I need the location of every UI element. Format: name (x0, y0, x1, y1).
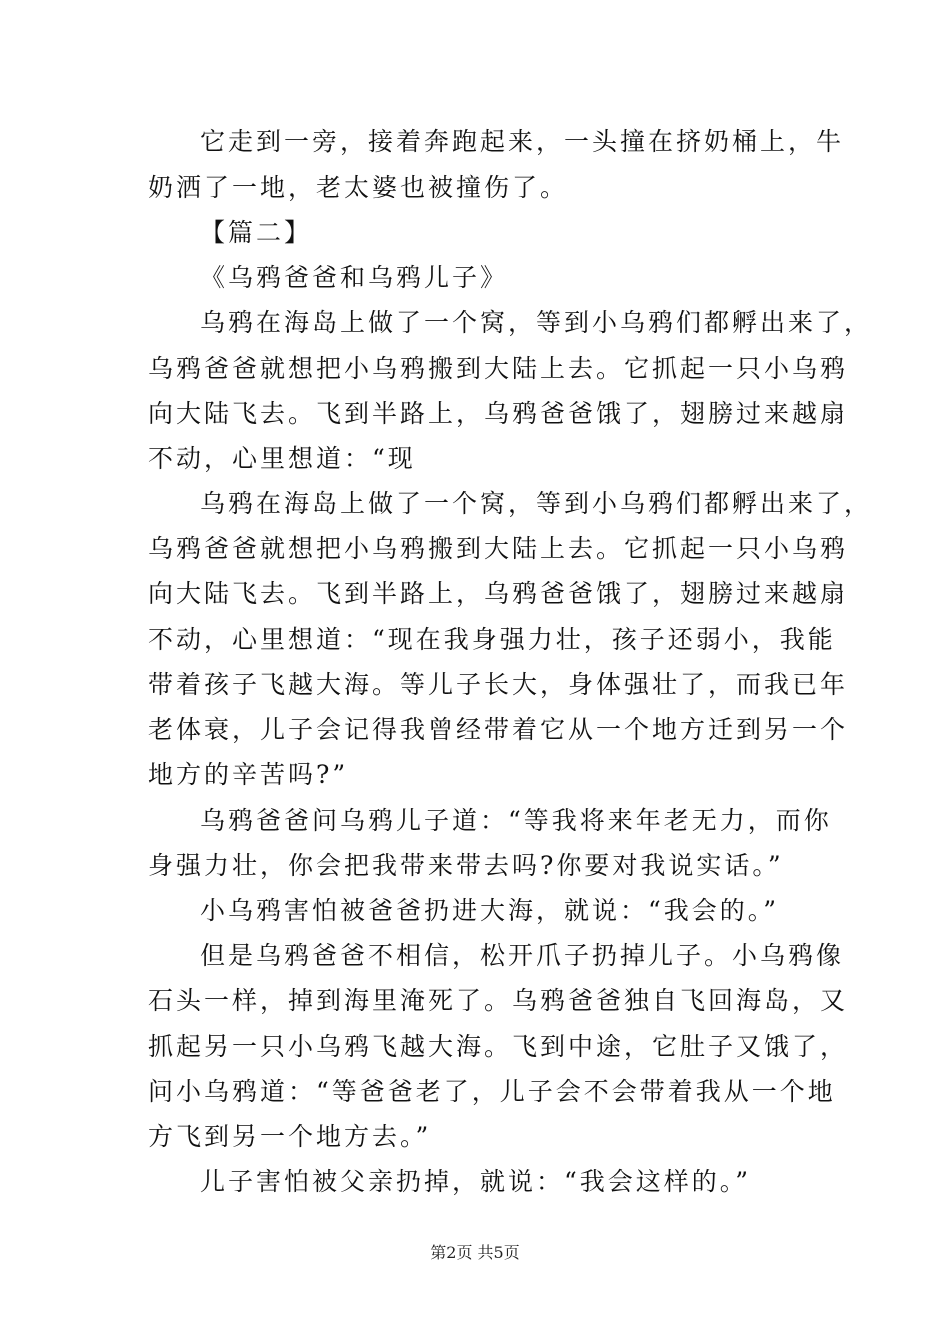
text-line: 方飞到另一个地方去。” (148, 1122, 432, 1151)
text-line: 不动，心里想道：“现在我身强力壮，孩子还弱小，我能 (148, 625, 836, 654)
text-line: 带着孩子飞越大海。等儿子长大，身体强壮了，而我已年 (148, 670, 849, 699)
text-line: 小乌鸦害怕被爸爸扔进大海，就说：“我会的。” (200, 896, 780, 925)
text-line: 向大陆飞去。飞到半路上，乌鸦爸爸饿了，翅膀过来越扇 (148, 399, 849, 428)
text-line: 老体衰，儿子会记得我曾经带着它从一个地方迁到另一个 (148, 715, 849, 744)
text-line: 身强力壮，你会把我带来带去吗?你要对我说实话。” (148, 851, 784, 880)
text-line: 乌鸦爸爸就想把小乌鸦搬到大陆上去。它抓起一只小乌鸦 (148, 354, 849, 383)
section-heading: 【篇二】 (200, 218, 313, 247)
text-line: 乌鸦在海岛上做了一个窝，等到小乌鸦们都孵出来了， (200, 308, 873, 337)
text-line: 不动，心里想道：“现 (148, 444, 416, 473)
text-line: 儿子害怕被父亲扔掉，就说：“我会这样的。” (200, 1167, 752, 1196)
text-line: 石头一样，掉到海里淹死了。乌鸦爸爸独自飞回海岛，又 (148, 986, 849, 1015)
text-line: 问小乌鸦道：“等爸爸老了，儿子会不会带着我从一个地 (148, 1077, 836, 1106)
text-line: 奶洒了一地，老太婆也被撞伤了。 (148, 173, 569, 202)
text-line: 抓起另一只小乌鸦飞越大海。飞到中途，它肚子又饿了， (148, 1032, 849, 1061)
text-line: 乌鸦爸爸就想把小乌鸦搬到大陆上去。它抓起一只小乌鸦 (148, 534, 849, 563)
text-line: 乌鸦爸爸问乌鸦儿子道：“等我将来年老无力，而你 (200, 806, 832, 835)
text-line: 向大陆飞去。飞到半路上，乌鸦爸爸饿了，翅膀过来越扇 (148, 579, 849, 608)
text-line: 乌鸦在海岛上做了一个窝，等到小乌鸦们都孵出来了， (200, 489, 873, 518)
story-title: 《乌鸦爸爸和乌鸦儿子》 (200, 263, 509, 292)
text-line: 但是乌鸦爸爸不相信，松开爪子扔掉儿子。小乌鸦像 (200, 941, 845, 970)
text-line: 它走到一旁，接着奔跑起来，一头撞在挤奶桶上，牛 (200, 127, 845, 156)
text-line: 地方的辛苦吗?” (148, 760, 349, 789)
page-number-footer: 第2页 共5页 (430, 1243, 520, 1262)
